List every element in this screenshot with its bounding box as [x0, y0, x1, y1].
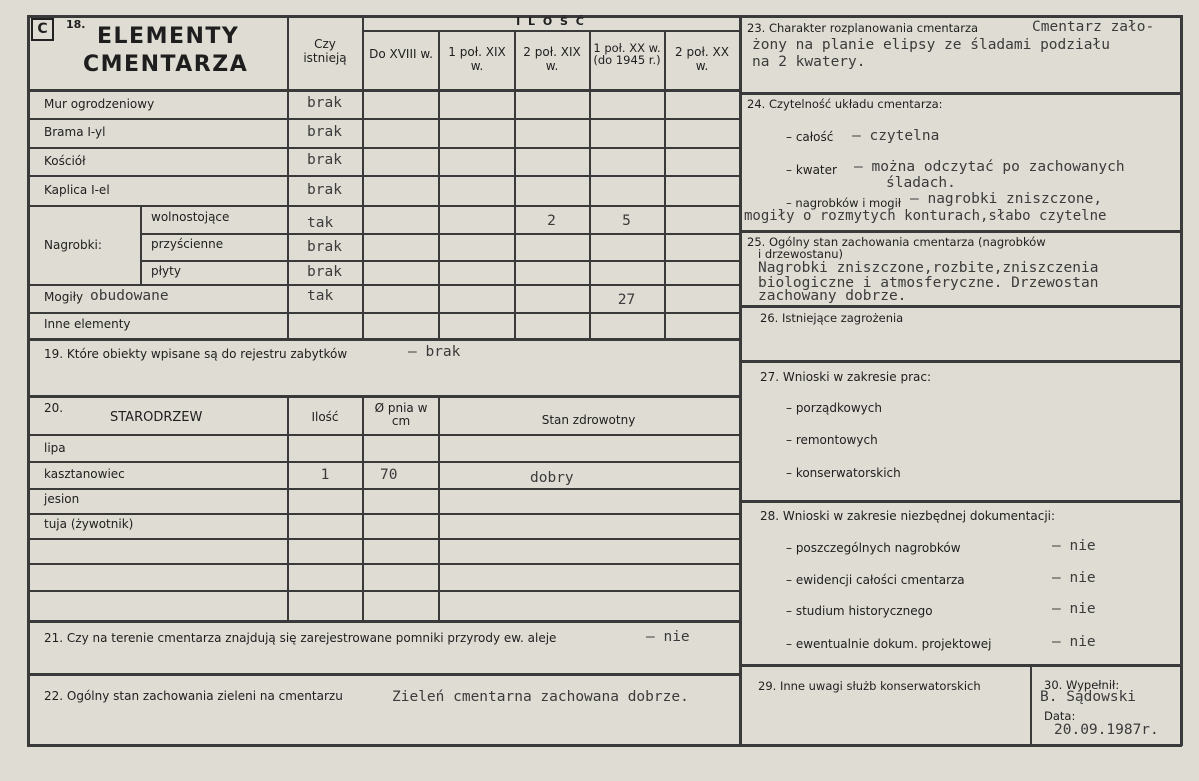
sec19-label: 19. Które obiekty wpisane są do rejestru zabytków	[44, 347, 348, 361]
row-line	[27, 538, 739, 540]
col3-header: 2 poł. XIX w.	[523, 45, 581, 73]
element-label: przyścienne	[151, 237, 224, 251]
row-line	[140, 260, 739, 262]
frame-bottom	[27, 744, 1182, 747]
sec23-bottom	[739, 92, 1182, 95]
tree-diam: 70	[380, 467, 398, 483]
element-count-c3: 2	[547, 213, 556, 229]
sec29-30-divider	[1030, 664, 1032, 746]
sec28-bottom	[739, 664, 1182, 667]
col-exists-header: Czy istnieją	[303, 37, 347, 65]
tree-name: lipa	[44, 441, 66, 455]
sec28-item-answer: – nie	[1052, 601, 1096, 617]
sec24-item-label: – całość	[786, 130, 834, 144]
row-line	[27, 563, 739, 565]
sec22-answer: Zieleń cmentarna zachowana dobrze.	[392, 689, 689, 705]
element-label: płyty	[151, 264, 181, 278]
sec20-vline	[362, 395, 364, 621]
tree-name: kasztanowiec	[44, 467, 125, 481]
row-line	[27, 175, 739, 177]
sec18-title-line2: CMENTARZA	[83, 52, 249, 77]
element-label: wolnostojące	[151, 210, 230, 224]
sec28-item-answer: – nie	[1052, 570, 1096, 586]
row-line	[27, 590, 739, 592]
element-label: Mogiły	[44, 290, 84, 304]
tree-name: tuja (żywotnik)	[44, 517, 134, 531]
element-exists: brak	[307, 239, 342, 255]
vline-c2	[514, 30, 516, 339]
sec21-answer: – nie	[646, 629, 690, 645]
element-label: Mur ogrodzeniowy	[44, 97, 155, 111]
sec26-label: 26. Istniejące zagrożenia	[760, 311, 904, 325]
sec23-answer: Cmentarz zało-	[1032, 19, 1155, 35]
row-line	[27, 284, 739, 286]
middle-divider	[739, 15, 742, 746]
sec20-header-bottom	[27, 434, 739, 436]
vline-exists-left	[287, 15, 289, 339]
element-extra: obudowane	[90, 288, 169, 304]
element-exists: tak	[307, 215, 334, 231]
row-line	[27, 147, 739, 149]
sec23-answer: żony na planie elipsy ze śladami podziału	[752, 37, 1110, 53]
sec19-answer: – brak	[408, 344, 461, 360]
row-line	[27, 488, 739, 490]
sec28-item-label: – poszczególnych nagrobków	[786, 541, 961, 555]
sec28-label: 28. Wnioski w zakresie niezbędnej dokumentacji:	[760, 509, 1056, 523]
sec24-item-answer: mogiły o rozmytych konturach,słabo czytelne	[744, 208, 1107, 224]
col4-header: 1 poł. XX w. (do 1945 r.)	[593, 41, 661, 68]
row-line	[27, 118, 739, 120]
sec25-answer: biologiczne i atmosferyczne. Drzewostan	[758, 275, 1099, 291]
ilosc-underline	[363, 30, 739, 32]
sec20-col-diam: Ø pnia w cm	[374, 401, 428, 429]
element-count-c4: 27	[617, 292, 636, 308]
sec30-date: 20.09.1987r.	[1054, 722, 1159, 738]
sec28-item-label: – studium historycznego	[786, 604, 933, 618]
sec30-name: B. Sądowski	[1040, 689, 1137, 705]
frame-left	[27, 15, 30, 746]
col5-header: 2 poł. XX w.	[675, 45, 729, 73]
element-exists: brak	[307, 152, 342, 168]
sec25-label: i drzewostanu)	[758, 247, 844, 261]
row-line	[27, 205, 739, 207]
sec18-bottom	[27, 338, 739, 341]
tree-name: jesion	[44, 492, 80, 506]
sec28-item-answer: – nie	[1052, 634, 1096, 650]
sec23-answer: na 2 kwatery.	[752, 54, 866, 70]
sec24-item-answer: – nagrobki zniszczone,	[910, 191, 1103, 207]
sec24-bottom	[739, 230, 1182, 233]
element-count-c4: 5	[622, 213, 631, 229]
sec24-item-answer: – czytelna	[852, 128, 940, 144]
element-exists: brak	[307, 264, 342, 280]
sec24-item-answer: śladach.	[886, 175, 956, 191]
element-label: Kaplica I-el	[44, 183, 110, 197]
sec27-item: – remontowych	[786, 433, 878, 447]
nagrobki-divider	[140, 205, 142, 284]
sec20-number: 20.	[44, 401, 64, 415]
sec21-label: 21. Czy na terenie cmentarza znajdują się zarejestrowane pomniki przyrody ew. aleje	[44, 631, 557, 645]
sec25-label: 25. Ogólny stan zachowania cmentarza (nagrobków	[747, 235, 1046, 249]
sec29-label: 29. Inne uwagi służb konserwatorskich	[758, 679, 981, 693]
sec23-label: 23. Charakter rozplanowania cmentarza	[747, 21, 979, 35]
row-line	[140, 233, 739, 235]
element-exists: tak	[307, 288, 334, 304]
ilosc-header: I L O Ś Ć	[516, 15, 586, 28]
sec30-label: 30. Wypełnił:	[1044, 678, 1120, 692]
sec30-date-label: Data:	[1044, 709, 1076, 723]
row-line	[27, 312, 739, 314]
sec28-item-answer: – nie	[1052, 538, 1096, 554]
sec27-label: 27. Wnioski w zakresie prac:	[760, 370, 932, 384]
sec24-item-label: – nagrobków i mogił	[786, 196, 902, 210]
tree-health: dobry	[530, 470, 574, 486]
sec22-label: 22. Ogólny stan zachowania zieleni na cmentarzu	[44, 689, 343, 703]
sec27-item: – porządkowych	[786, 401, 882, 415]
tree-count: 1	[320, 467, 330, 483]
sec21-bottom	[27, 673, 739, 676]
sec18-title-line1: ELEMENTY	[97, 24, 240, 49]
sec18-number: 18.	[66, 18, 86, 31]
sec27-item: – konserwatorskich	[786, 466, 901, 480]
element-label: Inne elementy	[44, 317, 131, 331]
row-line	[27, 461, 739, 463]
sec20-vline	[287, 395, 289, 621]
sec24-item-answer: – można odczytać po zachowanych	[854, 159, 1125, 175]
sec28-item-label: – ewidencji całości cmentarza	[786, 573, 965, 587]
nagrobki-group-label: Nagrobki:	[44, 238, 102, 252]
element-exists: brak	[307, 95, 342, 111]
element-label: Kościół	[44, 154, 86, 168]
sec20-bottom	[27, 620, 739, 623]
vline-exists-right	[362, 15, 364, 339]
row-line	[27, 513, 739, 515]
frame-right	[1180, 15, 1183, 746]
vline-c4	[664, 30, 666, 339]
vline-c1	[438, 30, 440, 339]
col1-header: Do XVIII w.	[369, 47, 433, 61]
sec20-vline	[438, 395, 440, 621]
sec20-col-count: Ilość	[311, 410, 339, 424]
sec26-bottom	[739, 360, 1182, 363]
element-exists: brak	[307, 182, 342, 198]
sec20-col-health: Stan zdrowotny	[541, 413, 636, 427]
sec25-answer: zachowany dobrze.	[758, 288, 907, 304]
sec27-bottom	[739, 500, 1182, 503]
element-label: Brama I-yl	[44, 125, 106, 139]
sec24-label: 24. Czytelność układu cmentarza:	[747, 97, 943, 111]
sec19-bottom	[27, 395, 739, 398]
section-letter-box: C	[31, 18, 54, 41]
sec25-answer: Nagrobki zniszczone,rozbite,zniszczenia	[758, 260, 1099, 276]
sec28-item-label: – ewentualnie dokum. projektowej	[786, 637, 992, 651]
sec20-title: STARODRZEW	[110, 410, 203, 425]
sec18-header-bottom	[27, 89, 739, 92]
sec24-item-label: – kwater	[786, 163, 837, 177]
sec25-bottom	[739, 305, 1182, 308]
col2-header: 1 poł. XIX w.	[448, 45, 506, 73]
element-exists: brak	[307, 124, 342, 140]
